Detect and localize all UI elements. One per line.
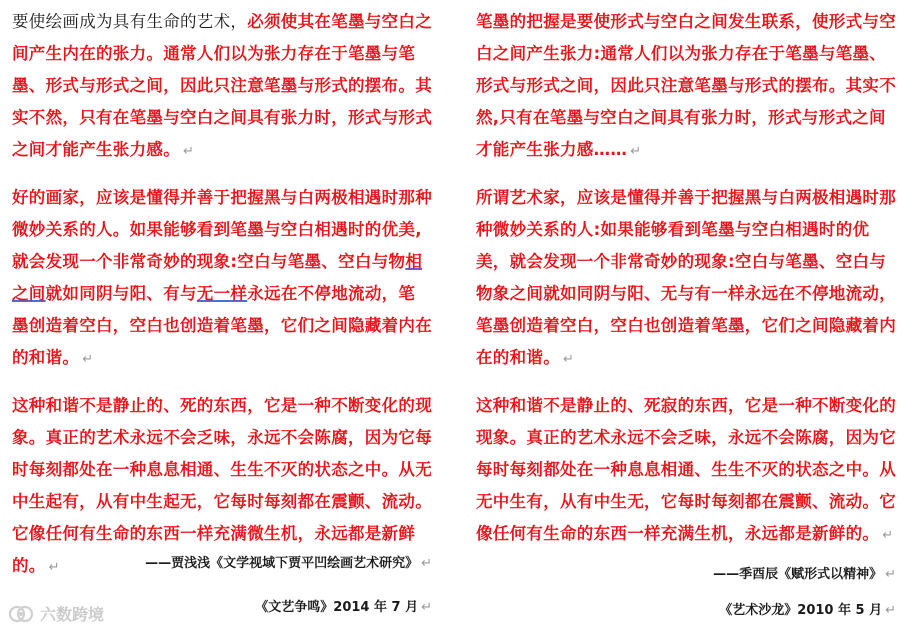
paragraph-mark-icon: ↵ — [421, 556, 432, 571]
paragraph-mark-icon: ↵ — [183, 144, 195, 159]
watermark — [8, 602, 104, 625]
paragraph-mark-icon: ↵ — [82, 352, 94, 367]
left-source-author-text: ——贾浅浅《文学视域下贾平凹绘画艺术研究》 — [145, 556, 419, 571]
left-paragraph-1-text: 必须使其在笔墨与空白之间产生内在的张力。通常人们以为张力存在于笔墨与笔墨、形式与形式之间，因此只注意笔墨与形式的摆布。其实不然，只有在笔墨与空白之间具有张力时，形式与形式之间才能产生张力感。 — [12, 12, 433, 159]
spellcheck-underline: 相之间 — [12, 252, 423, 303]
right-source-author-text: ——季酉辰《赋形式以精神》 — [713, 567, 883, 582]
paragraph-mark-icon: ↵ — [882, 528, 894, 543]
paragraph-mark-icon: ↵ — [885, 603, 896, 618]
left-source-publication-text: 《文艺争鸣》2014 年 7 月 — [255, 600, 419, 615]
right-paragraph-2-text: 所谓艺术家，应该是懂得并善于把握黑与白两极相遇时那种微妙关系的人:如果能够看到笔墨与空白相遇时的优美，就会发现一个非常奇妙的现象:空白与笔墨、空白与物象之间就如同阴与阳、无与有一样永远在不停地流动，笔墨创造着空白，空白也创造着笔墨，它们之间隐藏着内在的和谐。 — [476, 188, 896, 367]
watermark-logo-icon — [8, 603, 34, 625]
left-paragraph-2-text-c: 永远在不停地流动，笔墨创造着空白，空白也创造着笔墨，它们之间隐藏着内在的和谐。 — [12, 284, 432, 367]
paragraph-mark-icon: ↵ — [630, 144, 642, 159]
right-paragraph-1-text: 笔墨的把握是要使形式与空白之间发生联系，使形式与空白之间产生张力:通常人们以为张力存在于笔墨与笔墨、形式与形式之间，因此只注意笔墨与形式的摆布。其实不然,只有在笔墨与空白之间具有张力时，形式与形式之间才能产生张力感…… — [476, 12, 896, 159]
right-paragraph-3 — [476, 390, 896, 552]
left-paragraph-1 — [12, 6, 432, 168]
right-paragraph-1 — [476, 6, 896, 168]
right-source-author — [713, 563, 896, 582]
paragraph-mark-icon: ↵ — [48, 560, 60, 575]
left-paragraph-2-text-a: 好的画家，应该是懂得并善于把握黑与白两极相遇时那种微妙关系的人。如果能够看到笔墨与空白相遇时的优美,就会发现一个非常奇妙的现象:空白与笔墨、空白与物 — [12, 188, 432, 271]
watermark-text: 六数跨境 — [40, 605, 105, 624]
left-paragraph-2 — [12, 182, 432, 376]
right-source-publication-text: 《艺术沙龙》2010 年 5 月 — [719, 603, 883, 618]
left-column — [12, 6, 432, 631]
spellcheck-underline: 无一样 — [196, 284, 248, 303]
left-paragraph-2-text-b: 就如同阴与阳、有与 — [45, 284, 197, 303]
left-paragraph-1-prefix: 要使绘画成为具有生命的艺术， — [12, 12, 248, 31]
left-source-author — [145, 552, 432, 571]
right-paragraph-2 — [476, 182, 896, 376]
right-column — [476, 6, 896, 631]
paragraph-mark-icon: ↵ — [563, 352, 575, 367]
paragraph-mark-icon: ↵ — [421, 600, 432, 615]
left-source-publication — [255, 596, 432, 615]
right-paragraph-3-text: 这种和谐不是静止的、死寂的东西，它是一种不断变化的现象。真正的艺术永远不会乏味，永远不会陈腐，因为它每时每刻都处在一种息息相通、生生不灭的状态之中。从无中生有，从有中生无，它每时每刻都在震颤、流动。它像任何有生命的东西一样充满生机，永远都是新鲜的。 — [476, 396, 896, 543]
right-source-publication — [719, 599, 896, 618]
paragraph-mark-icon: ↵ — [885, 567, 896, 582]
left-paragraph-3-text: 这种和谐不是静止的、死的东西，它是一种不断变化的现象。真正的艺术永远不会乏味，永远不会陈腐，因为它每时每刻都处在一种息息相通、生生不灭的状态之中。从无中生起有，从有中生起无，它每时每刻都在震颤、流动。它像任何有生命的东西一样充满微生机，永远都是新鲜的。 — [12, 396, 432, 575]
